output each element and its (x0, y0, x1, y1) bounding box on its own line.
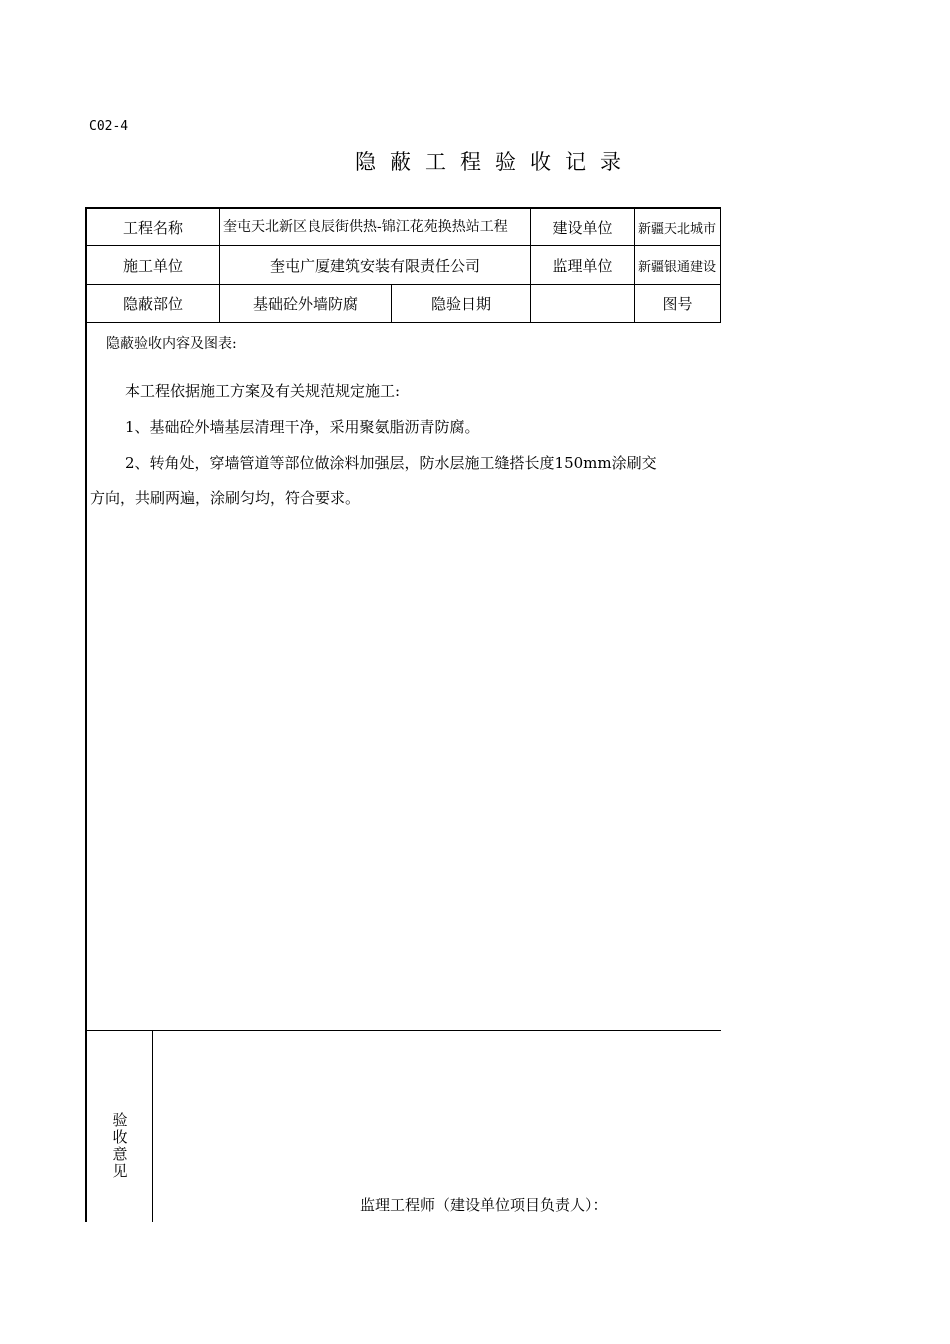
content-line-1: 本工程依据施工方案及有关规范规定施工: (125, 382, 401, 400)
project-name-value: 奎屯天北新区良辰街供热-锦江花苑换热站工程 (223, 219, 508, 235)
contractor-label: 施工单位 (122, 256, 183, 275)
inspect-date-label: 隐验日期 (430, 295, 491, 313)
row-divider (86, 1030, 721, 1031)
drawing-no-label: 图号 (662, 295, 693, 313)
col-divider (152, 1030, 153, 1222)
acceptance-label: 验收意见 (112, 1111, 128, 1180)
content-line-3: 2、转角处，穿墙管道等部位做涂料加强层，防水层施工缝搭长度150mm涂刷交 (125, 454, 657, 472)
contractor-value: 奎屯广厦建筑安装有限责任公司 (269, 256, 480, 275)
owner-value: 新疆天北城市 (638, 221, 717, 237)
inspect-date-value (531, 285, 634, 322)
project-name-label: 工程名称 (122, 218, 183, 237)
table-left-border (85, 207, 87, 1222)
supervisor-value: 新疆银通建设 (638, 259, 717, 275)
supervisor-label: 监理单位 (552, 256, 613, 275)
owner-label: 建设单位 (552, 218, 613, 237)
content-line-2: 1、基础砼外墙基层清理干净，采用聚氨脂沥青防腐。 (125, 418, 480, 436)
hidden-part-value: 基础砼外墙防腐 (252, 295, 358, 313)
hidden-part-label: 隐蔽部位 (122, 295, 183, 313)
document-title: 隐蔽工程验收记录 (355, 150, 635, 174)
content-heading: 隐蔽验收内容及图表: (106, 336, 237, 352)
supervisor-signature-label: 监理工程师（建设单位项目负责人）： (360, 1196, 608, 1214)
col-divider-right (720, 208, 721, 322)
content-line-4: 方向，共刷两遍，涂刷匀均，符合要求。 (90, 489, 361, 507)
row-divider (86, 322, 721, 323)
form-code: C02-4 (89, 119, 129, 134)
